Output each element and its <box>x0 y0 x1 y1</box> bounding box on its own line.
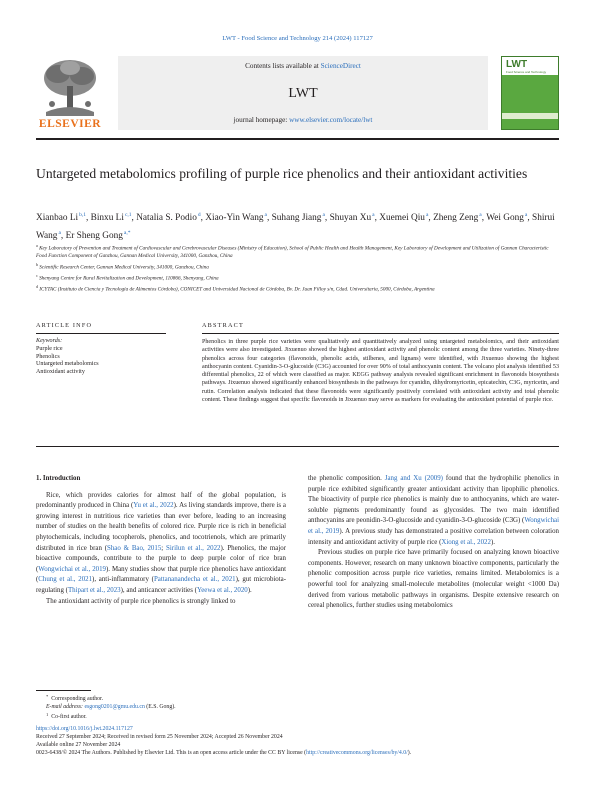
affiliation <box>36 261 559 272</box>
author-affiliation-mark[interactable]: a <box>425 212 429 218</box>
affiliation-text: Shenyang Centre for Rural Revitalization and Development, 110866, Shenyang, China <box>37 275 219 282</box>
paragraph-text: ), anti-inflammatory ( <box>92 576 154 584</box>
abstract-text: Phenolics in three purple rice varieties were qualitatively and quantitatively analyzed using untargeted metabolomics, and their antioxidant activities were also investigated. Jixuenuo showed the highest antioxidant activity and phenolic content among the three varieties. Ninety-three phenolics across four categories (flavonoids, phenolic acids, stilbenes, and lignans) were identified, with Jixuenuo showing the highest anthocyanin content. Cyanidin-3-O-glucoside (C3G) accounted for over 90% of total anthocyanin content. The volcano plot analysis identified 53 differential phenolics, 22 of which were classified as major. KEGG pathway analysis revealed significant enrichment in flavonoids biosynthesis pathways. Jixuenuo showed significantly enhanced biosynthesis in the pathways for cyanidin, dihydromyricetin, epicatechin, C3G, myricetin, and rutin. Correlation analysis indicated that these flavonoids were significantly positively correlated with antioxidant activity and total phenolic content. These findings suggest that specific flavonoids in Jixuenuo may serve as markers for evaluating the antioxidant potential of purple rice. <box>202 339 559 404</box>
body-column-right <box>308 474 559 612</box>
available-online: Available online 27 November 2024 <box>36 741 121 748</box>
footnote-text: Co-first author. <box>51 714 87 721</box>
citation-link[interactable]: Thipart et al., 2023 <box>67 586 121 594</box>
paragraph-text: the phenolic composition. <box>308 475 385 482</box>
paragraph-text: ). Many studies show that purple rice phenolics have antioxidant ( <box>36 565 287 584</box>
author-list: Xianbao Li$^{b,1}$, Binxu Li$^{c,1}$, Natalia S. Podio$^d$, Xiao-Yin Wang$^a$, Suhang Jiang$^a$, Shuyan Xu$^a$, Xuemei Qiu$^a$, Zheng Zeng$^a$, Wei Gong$^a$, Shirui Wang$^a$, Er Sheng Gong$^{a,*}$ <box>36 212 555 241</box>
citation-link[interactable]: Wongwichai et al., 2019 <box>38 565 106 573</box>
paragraph-text: found that the hydrophilic phenolics in purple rice exhibited significantly greater antioxidant activity than lipophilic phenolics. The bioactivity of purple rice phenolics is mainly due to anthocyanins, which are water-soluble pigments predominantly found as glycosides. The two main identified anthocyanins are peonidin-3-O-glucoside and cyanidin-3-O-glucoside (C3G) ( <box>308 475 559 525</box>
paragraph <box>36 491 286 597</box>
cofirst-footnote <box>36 711 559 722</box>
license-prefix: 0023-6438/© 2024 The Authors. Published by Elsevier Ltd. This is an open access article under the CC BY license ( <box>36 749 307 756</box>
corresponding-footnote <box>36 693 559 704</box>
author-name[interactable]: Wei Gong <box>486 213 524 223</box>
homepage-line <box>118 116 488 124</box>
author-name[interactable]: Shirui Wang <box>36 213 555 241</box>
body-column-left <box>36 474 286 607</box>
homepage-prefix: journal homepage: <box>233 116 290 124</box>
citation-link[interactable]: Jang and Xu (2009) <box>384 475 443 482</box>
author-name[interactable]: Binxu Li <box>90 213 124 223</box>
keywords-label: Keywords: <box>36 338 63 344</box>
journal-name: LWT <box>288 86 318 101</box>
affiliation <box>36 242 559 261</box>
author-affiliation-mark[interactable]: a <box>372 212 375 218</box>
citation-link[interactable]: Yu et al., 2022 <box>133 502 174 510</box>
author-affiliation-mark[interactable]: a <box>264 212 267 218</box>
affiliation-list <box>36 242 559 294</box>
paragraph-text: The antioxidant activity of purple rice phenolics is strongly linked to <box>46 597 236 605</box>
masthead-banner <box>118 56 488 130</box>
citation-link[interactable]: Pattananandecha et al., 2021 <box>153 576 236 584</box>
footnote-divider <box>36 690 91 691</box>
citation-link[interactable]: Shao & Bao, 2015 <box>107 544 162 552</box>
abstract-heading: ABSTRACT <box>202 322 244 329</box>
paragraph-text: Previous studies on purple rice have primarily focused on analyzing known bioactive components. However, research on many unknown bioactive components, particularly the phenolic composition across purple rice varieties, remains limited. Metabolomics is a powerful tool for analyzing small-molecule metabolites (molecular weight <1000 Da) derived from various metabolic pathways in organisms. Despite extensive research on cereal phenolics, further studies using metabolomics <box>308 549 559 610</box>
publication-info <box>36 726 559 758</box>
paragraph <box>36 597 286 608</box>
author-name[interactable]: Natalia S. Podio <box>136 213 197 223</box>
keyword: Phenolics <box>36 353 60 360</box>
journal-citation[interactable]: LWT - Food Science and Technology 214 (2024) 117127 <box>222 35 373 42</box>
email-link[interactable]: esgong0201@gmu.edu.cn <box>84 703 145 710</box>
affiliation <box>36 272 559 283</box>
contents-prefix: Contents lists available at <box>245 62 321 70</box>
license-line <box>36 750 559 758</box>
author-name[interactable]: Shuyan Xu <box>329 213 372 223</box>
author-affiliation-mark[interactable]: a <box>322 212 325 218</box>
keywords-block <box>36 338 166 377</box>
license-suffix: ). <box>407 749 412 756</box>
affiliation-mark: a <box>36 243 38 248</box>
footnote-mark: 1 <box>46 712 49 718</box>
footnotes <box>36 693 559 722</box>
paragraph-text: ). <box>247 586 252 594</box>
affiliation-text: Scientific Research Center, Gannan Medical University, 341000, Ganzhou, China <box>38 264 209 271</box>
author-affiliation-mark[interactable]: d <box>197 212 201 218</box>
affiliation-text: ICYTAC (Instituto de Ciencia y Tecnología de Alimentos Córdoba), CONICET and Universidad Nacional de Córdoba, Bv. Dr. Juan Filloy s/n, Cdad. Universitaria, 5000, Córdoba, Argentina <box>38 286 435 293</box>
email-label: E-mail address: <box>46 703 85 710</box>
citation-link[interactable]: Xiong et al., 2022 <box>441 538 491 546</box>
contents-line <box>118 62 488 70</box>
author-affiliation-mark[interactable]: a,* <box>123 230 131 236</box>
author-name[interactable]: Suhang Jiang <box>271 213 322 223</box>
article-info-divider <box>36 333 166 334</box>
homepage-link[interactable]: www.elsevier.com/locate/lwt <box>289 116 373 124</box>
publisher-name: ELSEVIER <box>38 118 102 130</box>
header-divider <box>36 138 559 140</box>
cover-band <box>502 113 558 119</box>
journal-masthead <box>36 56 559 138</box>
citation-link[interactable]: Sirilun et al., 2022 <box>166 544 221 552</box>
author-affiliation-mark[interactable]: a <box>58 230 61 236</box>
affiliation-mark: d <box>36 283 38 289</box>
cover-subtitle: Food Science and Technology <box>506 70 547 74</box>
affiliation <box>36 283 559 294</box>
author-name[interactable]: Xuemei Qiu <box>379 213 425 223</box>
sciencedirect-link[interactable]: ScienceDirect <box>320 62 361 70</box>
doi-link[interactable]: https://doi.org/10.1016/j.lwt.2024.117127 <box>36 726 133 732</box>
affiliation-text: Key Laboratory of Prevention and Treatment of Cardiovascular and Cerebrovascular Diseases (Ministry of Education), School of Public Health and Health Management, Key Laboratory of Development and Utilization of Gannan Characteristic Food Function Component of Ganzhou, Gannan Medical University, 341000, Ganzhou, China <box>36 245 549 260</box>
affiliation-mark: c <box>36 272 38 278</box>
author-name[interactable]: Xiao-Yin Wang <box>205 213 264 223</box>
paragraph-text: ), gut microbiota-regulating ( <box>36 576 287 594</box>
author-name[interactable]: Zheng Zeng <box>433 213 479 223</box>
cover-title: LWT <box>506 59 528 70</box>
paragraph <box>308 474 559 548</box>
keyword: Untargeted metabolomics <box>36 361 99 368</box>
journal-cover-thumbnail[interactable] <box>501 56 559 130</box>
license-link[interactable]: http://creativecommons.org/licenses/by/4.0/ <box>306 749 408 756</box>
keyword: Purple rice <box>36 345 63 352</box>
email-footnote <box>36 704 559 712</box>
author-name[interactable]: Er Sheng Gong <box>65 231 123 241</box>
keyword: Antioxidant activity <box>36 369 85 376</box>
footnote-mark: * <box>46 694 49 699</box>
author-affiliation-mark[interactable]: a <box>524 212 528 218</box>
article-info-heading: ARTICLE INFO <box>36 322 93 329</box>
article-title: Untargeted metabolomics profiling of purple rice phenolics and their antioxidant activities <box>36 166 528 181</box>
paragraph-text: ). A previous study has demonstrated a positive correlation between coloration intensity and antioxidant activity of purple rice ( <box>308 527 559 546</box>
footnote-text: Corresponding author. <box>51 696 104 702</box>
section-heading: 1. Introduction <box>36 475 81 482</box>
citation-link[interactable]: Wongwichai et al., 2019 <box>308 517 559 535</box>
author-name[interactable]: Xianbao Li <box>36 213 79 223</box>
paragraph-text: ). <box>490 538 495 546</box>
citation-link[interactable]: Chung et al., 2021 <box>38 576 93 584</box>
abstract-bottom-divider <box>36 446 559 447</box>
paragraph-text: ), and anticancer activities ( <box>120 586 197 594</box>
paragraph-text: ). As living standards improve, there is a growing interest in nutritious rice varieties than ever before, leading to an increasing number of studies on the health benefits of colored rice. Purple rice is rich in beneficial phytochemicals, including tocopherols, phenolics, and tocotrienols, which are primarily distributed in rice bran ( <box>36 502 286 552</box>
citation-link[interactable]: Yeewa et al., 2020 <box>196 586 248 594</box>
affiliation-mark: b <box>36 261 38 267</box>
paragraph-text: ; <box>161 544 167 552</box>
received-dates: Received 27 September 2024; Received in revised form 25 November 2024; Accepted 26 November 2024 <box>36 733 283 740</box>
abstract-divider <box>202 333 559 334</box>
author-affiliation-mark[interactable]: b,1 <box>79 212 86 218</box>
author-affiliation-mark[interactable]: a <box>479 212 482 218</box>
email-suffix: (E.S. Gong). <box>144 703 176 710</box>
paragraph-text: ). Phenolics, the major bioactive compounds, contribute to the purple to deep purple color of rice bran ( <box>36 544 286 573</box>
author-affiliation-mark[interactable]: c,1 <box>124 212 132 218</box>
paragraph <box>308 548 559 612</box>
paragraph-text: Rice, which provides calories for almost half of the global population, is predominantly produced in China ( <box>36 491 286 510</box>
